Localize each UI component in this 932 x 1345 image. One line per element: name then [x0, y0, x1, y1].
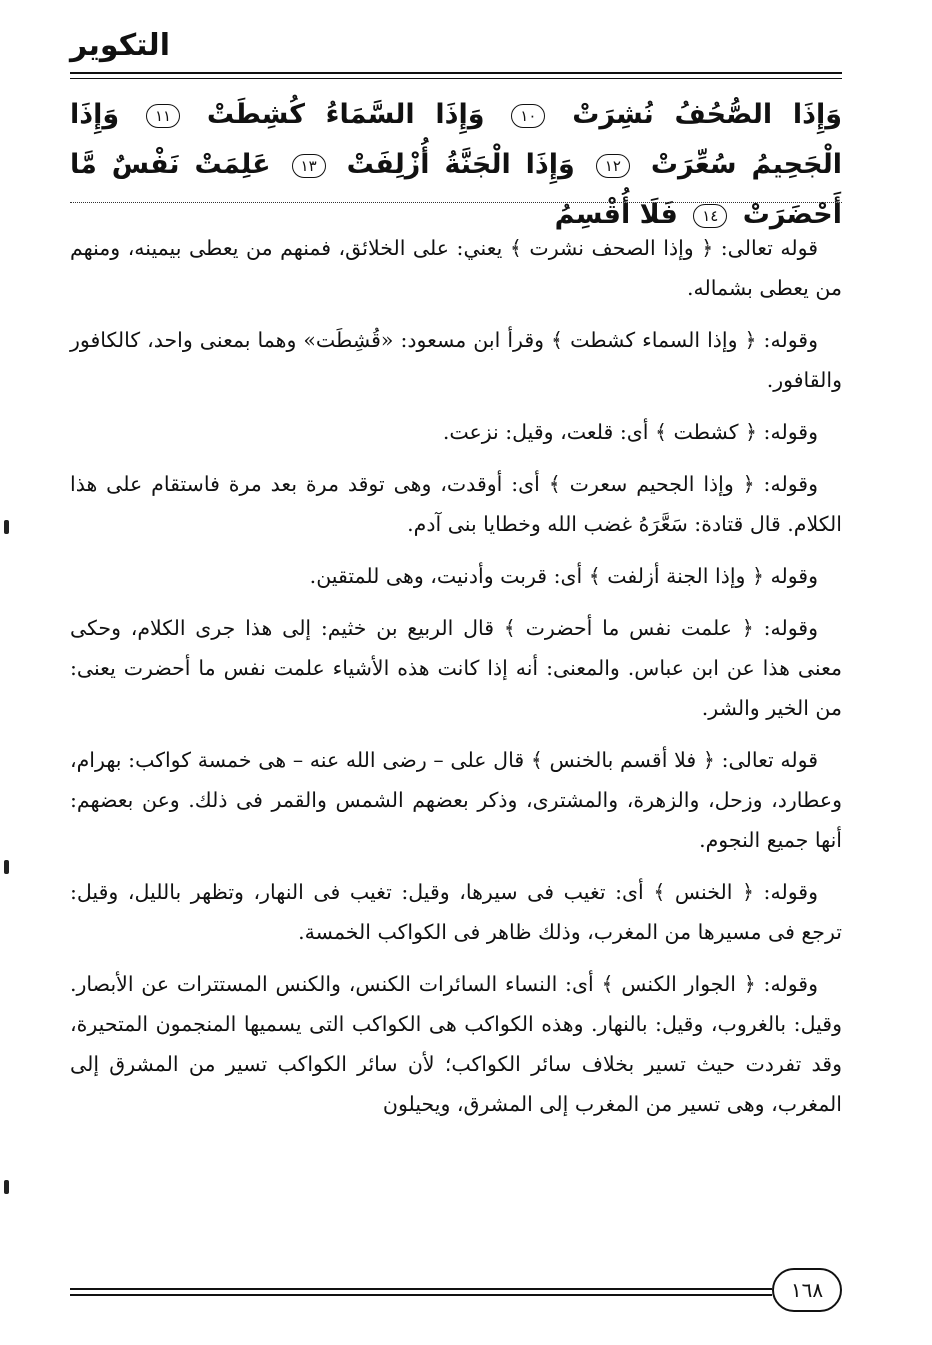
- verse-text: فَلَا أُقْسِمُ: [554, 199, 678, 230]
- footer-rule: [70, 1294, 772, 1296]
- commentary: [70, 228, 842, 1136]
- verse-text: وَإِذَا الْجَحِيمُ سُعِّرَتْ: [70, 99, 842, 180]
- verse-text: عَلِمَتْ نَفْسٌ مَّا أَحْضَرَتْ: [70, 149, 842, 230]
- verse-number: ١٠: [511, 104, 545, 128]
- paragraph: قوله تعالى: ﴿ فلا أقسم بالخنس ﴾ قال على – رضى الله عنه – هى خمسة كواكب: بهرام، وعطارد، وزحل، والزهرة، والمشترى، وذكر بعضهم الشمس والقمر فى ذلك. وعن بعضهم: أنها جميع النجوم.: [70, 748, 842, 852]
- header-rule-thin: [70, 78, 842, 79]
- page-footer: [70, 1268, 842, 1314]
- verse-text: وَإِذَا السَّمَاءُ كُشِطَتْ: [206, 99, 485, 130]
- quran-verses: [70, 90, 843, 230]
- paragraph: وقوله: ﴿ الجوار الكنس ﴾ أى: النساء السائرات الكنس، والكنس المستترات عن الأبصار. وقيل: بالغروب، وقيل: بالنهار. وهذه الكواكب هى الكواكب التى يسميها المنجمون المتحيرة، وقد تفردت حيث تسير بخلاف سائر الكواكب؛ لأن سائر الكواكب تسير من المشرق إلى المغرب، وهى تسير من المغرب إلى المشرق، ويحيلون: [70, 972, 842, 1116]
- page-number: ١٦٨: [772, 1268, 842, 1312]
- verse-number: ١٤: [693, 204, 727, 228]
- verse-text: وَإِذَا الصُّحُفُ نُشِرَتْ: [572, 99, 843, 130]
- footer-rule: [70, 1288, 772, 1290]
- paragraph: وقوله: ﴿ الخنس ﴾ أى: تغيب فى سيرها، وقيل: تغيب فى النهار، وتظهر بالليل، وقيل: ترجع فى مسيرها من المغرب، وذلك ظاهر فى الكواكب الخمسة.: [70, 880, 842, 944]
- verse-number: ١٢: [596, 154, 630, 178]
- paragraph: وقوله ﴿ وإذا الجنة أزلفت ﴾ أى: قربت وأدنيت، وهى للمتقين.: [309, 564, 818, 588]
- verse-text: وَإِذَا الْجَنَّةُ أُزْلِفَتْ: [346, 149, 575, 180]
- scan-mark: [4, 860, 9, 874]
- paragraph: وقوله: ﴿ وإذا السماء كشطت ﴾ وقرأ ابن مسعود: «قُشِطَت» وهما بمعنى واحد، كالكافور والقافور.: [70, 328, 842, 392]
- paragraph: وقوله: ﴿ كشطت ﴾ أى: قلعت، وقيل: نزعت.: [442, 420, 818, 444]
- scan-mark: [4, 520, 9, 534]
- surah-title: التكوير: [70, 28, 170, 63]
- paragraph: وقوله: ﴿ وإذا الجحيم سعرت ﴾ أى: أوقدت، وهى توقد مرة بعد مرة فاستقام على هذا الكلام. قال قتادة: سَعَّرَهُ غضب الله وخطايا بنى آدم.: [70, 472, 842, 536]
- page-header: [70, 28, 842, 72]
- paragraph: وقوله: ﴿ علمت نفس ما أحضرت ﴾ قال الربيع بن خثيم: إلى هذا جرى الكلام، وحكى معنى هذا عن ابن عباس. والمعنى: أنه إذا كانت هذه الأشياء علمت نفس ما أحضرت يعنى: من الخير والشر.: [70, 616, 842, 720]
- verse-separator: [70, 202, 842, 203]
- verse-number: ١١: [146, 104, 180, 128]
- header-rule: [70, 72, 842, 74]
- verse-number: ١٣: [292, 154, 326, 178]
- scan-mark: [4, 1180, 9, 1194]
- paragraph: قوله تعالى: ﴿ وإذا الصحف نشرت ﴾ يعني: على الخلائق، فمنهم من يعطى بيمينه، ومنهم من يعطى بشماله.: [70, 236, 842, 300]
